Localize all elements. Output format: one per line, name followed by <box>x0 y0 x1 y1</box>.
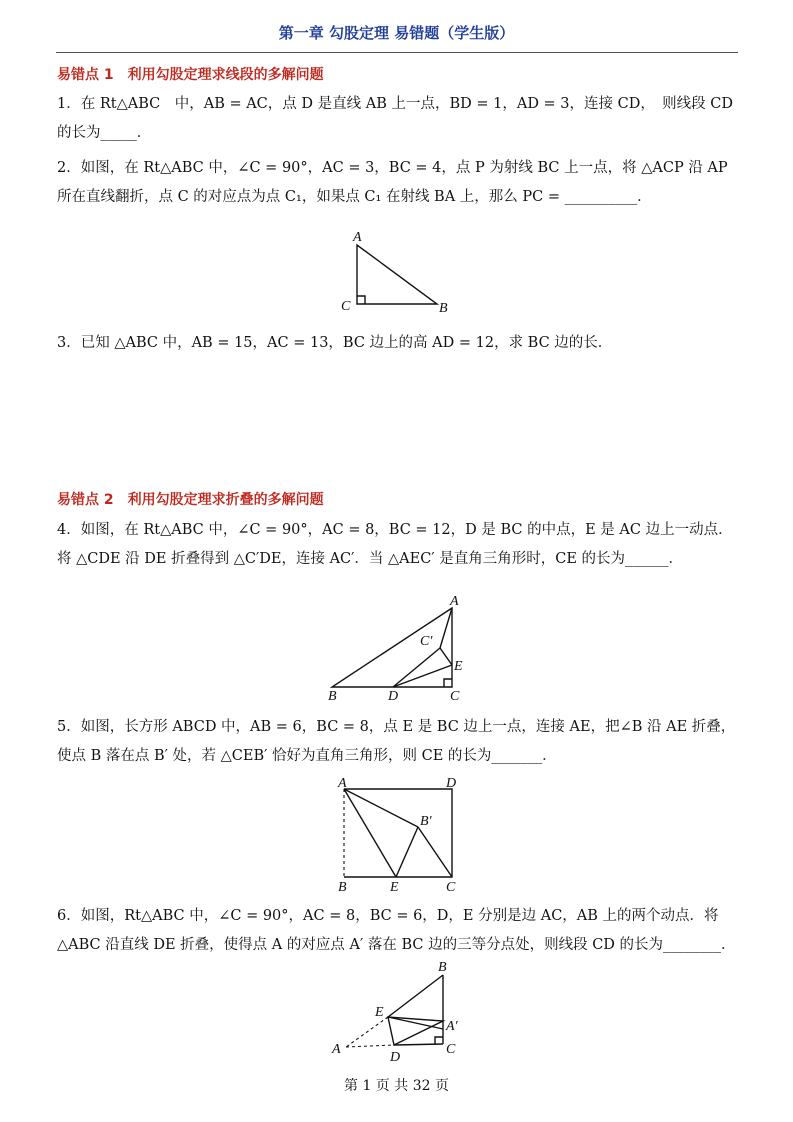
fig2-label-c: C <box>450 689 460 704</box>
fig3-segment-b-prime-e <box>396 827 418 877</box>
fig3-rectangle-solid <box>344 789 452 877</box>
fig4-label-c: C <box>446 1042 456 1057</box>
figure-2-fold-triangle <box>320 590 480 705</box>
figure-4-fold-triangle <box>328 958 478 1070</box>
page-footer: 第 1 页 共 32 页 <box>344 1078 449 1094</box>
fig3-label-b-prime: B′ <box>420 814 432 829</box>
fig1-right-angle-mark <box>357 296 365 304</box>
fig2-triangle <box>332 608 452 687</box>
section-1-title: 易错点 1 利用勾股定理求线段的多解问题 <box>57 67 324 83</box>
header-divider <box>56 52 738 53</box>
fig2-label-b: B <box>328 689 337 704</box>
fig2-label-e: E <box>454 659 463 674</box>
fig2-segment-dc-prime <box>393 648 440 687</box>
figure-3-rectangle-fold <box>330 775 470 895</box>
fig3-label-d: D <box>446 776 457 791</box>
fig1-triangle <box>357 245 437 304</box>
question-3: 3．已知 △ABC 中，AB = 15，AC = 13，BC 边上的高 AD = 12，求 BC 边的长． <box>57 335 613 351</box>
fig4-label-e: E <box>375 1005 384 1020</box>
fig4-label-a: A <box>332 1042 341 1057</box>
fig3-segment-b-prime-c <box>418 827 452 877</box>
fig3-label-b: B <box>338 880 347 895</box>
fig2-right-angle-mark <box>444 679 452 687</box>
figure-1-right-triangle <box>335 228 465 318</box>
fig2-segment-de <box>393 665 452 687</box>
fig2-label-c-prime: C′ <box>420 634 433 649</box>
question-1: 1．在 Rt△ABC 中，AB = AC，点 D 是直线 AB 上一点，BD = 1，AD = 3，连接 CD， 则线段 CD 的长为_____． <box>57 96 748 141</box>
fig2-label-a: A <box>450 594 459 609</box>
question-4: 4．如图，在 Rt△ABC 中，∠C = 90°，AC = 8，BC = 12，D 是 BC 的中点，E 是 AC 边上一动点．将 △CDE 沿 DE 折叠得到 △C′DE，连接 AC′．当 △AEC′ 是直角三角形时，CE 的长为______． <box>57 522 733 567</box>
fig4-segment-be <box>388 975 443 1017</box>
question-6: 6．如图，Rt△ABC 中，∠C = 90°，AC = 8，BC = 6，D，E 分别是边 AC，AB 上的两个动点．将 △ABC 沿直线 DE 折叠，使得点 A 的对应点 A′ 落在 BC 边的三等分点处，则线段 CD 的长为________． <box>57 908 736 953</box>
fig4-ad-dashed <box>346 1045 394 1047</box>
fig4-ea-dashed <box>346 1017 388 1047</box>
fig3-label-a: A <box>338 776 347 791</box>
fig2-segment-c-prime-e <box>440 648 452 665</box>
fig4-segment-dc <box>394 1044 443 1045</box>
fig3-label-c: C <box>446 880 456 895</box>
question-2: 2．如图，在 Rt△ABC 中，∠C = 90°，AC = 3，BC = 4，点 P 为射线 BC 上一点，将 △ACP 沿 AP 所在直线翻折，点 C 的对应点为点 C₁，如果点 C₁ 在射线 BA 上，那么 PC = __________． <box>57 160 728 205</box>
fig2-label-d: D <box>388 689 399 704</box>
fig1-label-a: A <box>353 230 362 245</box>
fig4-label-a-prime: A′ <box>446 1019 458 1034</box>
fig4-label-b: B <box>438 960 447 975</box>
fig1-label-c: C <box>341 299 351 314</box>
fig4-right-angle-mark <box>435 1037 443 1044</box>
page-title: 第一章 勾股定理 易错题（学生版） <box>278 24 515 42</box>
fig1-label-b: B <box>439 301 448 316</box>
question-5: 5．如图，长方形 ABCD 中，AB = 6，BC = 8，点 E 是 BC 边上一点，连接 AE，把∠B 沿 AE 折叠，使点 B 落在点 B′ 处，若 △CEB′ 恰好为直角三角形，则 CE 的长为_______． <box>57 719 736 764</box>
fig4-label-d: D <box>390 1050 401 1065</box>
section-2-title: 易错点 2 利用勾股定理求折叠的多解问题 <box>57 492 324 508</box>
fig3-label-e: E <box>390 880 399 895</box>
